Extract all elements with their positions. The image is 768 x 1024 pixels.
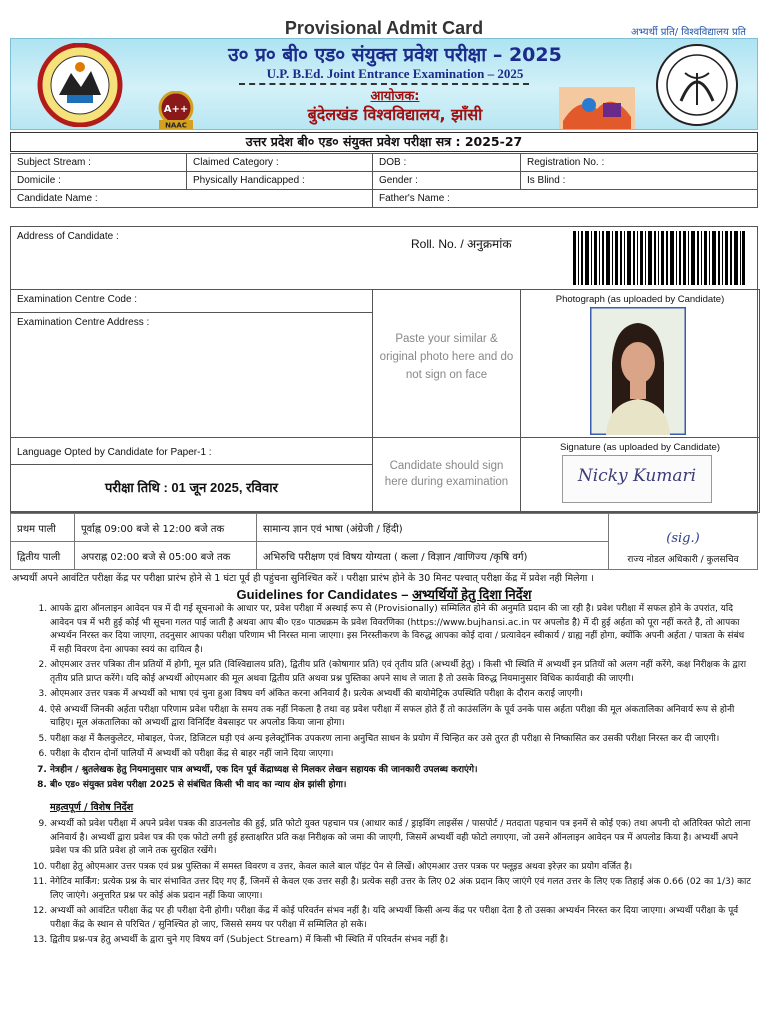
guideline-item: 8. बी० एड० संयुक्त प्रवेश परीक्षा 2025 से संबंधित किसी भी वाद का न्याय क्षेत्र झांसी होगा। [50,779,752,793]
exam-centre-address-field: Examination Centre Address : [10,312,373,438]
authority-label: राज्य नोडल अधिकारी / कुलसचिव [627,555,739,565]
paste-photo-box: Paste your similar & original photo here and do not sign on face [372,289,521,438]
shift-name: प्रथम पाली [11,514,75,542]
candidate-photo [590,307,686,435]
candidate-details-table [10,153,758,208]
reporting-time-note: अभ्यर्थी अपने आवंटित परीक्षा केंद्र पर परीक्षा प्रारंभ होने से 1 घंटा पूर्व ही पहुंचना सुनिश्चित करें । परीक्षा प्रारंभ होने के 30 मिनट पश्चात् परीक्षा केंद्र में प्रवेश नही मिलेगा । [12,573,595,584]
shift-time: अपराह्न 02:00 बजे से 05:00 बजे तक [75,542,257,570]
shift-schedule-table [10,513,758,570]
roll-no-label: Roll. No. / अनुक्रमांक [411,237,512,251]
centre-photo-section [10,226,758,512]
guideline-item: 11. नेगेटिव मार्किंग: प्रत्येक प्रश्न के चार संभावित उत्तर दिए गए हैं, जिनमें से केवल एक उत्तर सही है। प्रत्येक सही उत्तर के लिए 02 अंक प्रदान किए जाएंगे एवं गलत उत्तर के लिए एक तिहाई अंक 0.66 (02 का 1/3) काट लिए जाएंगे। अनुत्तरित प्रश्न पर कोई अंक प्रदान नहीं किया जाएगा। [50,876,752,903]
guideline-item: 12. अभ्यर्थी को आवंटित परीक्षा केंद्र पर ही परीक्षा देनी होगी। परीक्षा केंद्र में कोई परिवर्तन संभव नहीं है। यदि अभ्यर्थी किसी अन्य केंद्र पर परीक्षा देता है तो उसका अभ्यर्थन निरस्त कर दिया जाएगा। अभ्यर्थी परीक्षा के पूर्व परीक्षा केंद्र के स्थान से परिचित / सुनिश्चित हो जाए, जिससे समय पर परीक्षा में सम्मिलित हो सके। [50,905,752,932]
guideline-item: 4. ऐसे अभ्यर्थी जिनकी अर्हता परीक्षा परिणाम प्रवेश परीक्षा के समय तक नहीं निकला है तथा वह प्रवेश परीक्षा में सफल होते हैं तो काउंसलिंग के पूर्व उनके पास अर्हता परीक्षा की मूल अंकतालिका अनिवार्य रूप से होनी चाहिए। मूल अंकतालिका को अभ्यर्थी द्वारा विनिर्दिष्ट वेबसाइट पर अपलोड किया जाना होगा। [50,704,752,731]
guideline-item: 10. परीक्षा हेतु ओएमआर उत्तर पत्रक एवं प्रश्न पुस्तिका में समस्त विवरण व उत्तर, केवल काले बाल पॉइंट पेन से लिखें। ओएमआर उत्तर पत्रक पर फ्लूइड अथवा इरेज़र का प्रयोग वर्जित है। [50,861,752,875]
banner-divider [239,83,529,85]
roll-number-barcode [573,231,745,285]
address-field: Address of Candidate : [17,231,119,242]
candidate-name-field: Candidate Name : [11,190,373,208]
fathers-name-field: Father's Name : [373,190,758,208]
guideline-item: 6. परीक्षा के दौरान दोनों पालियों में अभ्यर्थी को परीक्षा केंद्र से बाहर नहीं जाने दिया जाएगा। [50,748,752,762]
admit-card-title: Provisional Admit Card [284,18,484,38]
guideline-item: 7. नेत्रहीन / श्रुतलेखक हेतु नियमानुसार पात्र अभ्यर्थी, एक दिन पूर्व केंद्राध्यक्ष से मिलकर लेखन सहायक की जानकारी उपलब्ध कराएंगे। [50,764,752,778]
guidelines-list [22,603,752,950]
guideline-item: 3. ओएमआर उत्तर पत्रक में अभ्यर्थी को भाषा एवं चुना हुआ विषय वर्ग अंकित करना अनिवार्य है। प्रत्येक अभ्यर्थी की बायोमेट्रिक उपस्थिति परीक्षा के दौरान कराई जाएगी। [50,688,752,702]
language-paper1-field: Language Opted by Candidate for Paper-1 : [10,437,373,465]
exam-date: परीक्षा तिथि : 01 जून 2025, रविवार [10,464,373,513]
domicile-field: Domicile : [11,172,187,190]
subject-stream-field: Subject Stream : [11,154,187,172]
banner-english-title: U.P. B.Ed. Joint Entrance Examination – 2025 [266,66,524,81]
registration-no-field: Registration No. : [521,154,758,172]
is-blind-field: Is Blind : [521,172,758,190]
guideline-item: 1. आपके द्वारा ऑनलाइन आवेदन पत्र में दी गई सूचनाओ के आधार पर, प्रवेश परीक्षा में अस्थाई रूप से (Provisionally) सम्मिलित होने की अनुमति प्रदान की जा रही है। प्रवेश परीक्षा में सफल होने के उपरांत, यदि आवेदन पत्र में भरी हुई कोई भी सूचना गलत पाई जाती है अथवा आप बी० एड० पाठ्यक्रम के प्रवेश विवरणिका (https://www.bujhansi.ac.in पर अपलोड है) में दी हुई अर्हता को पूरा नहीं करते है, तो आपका अभ्यर्थन निरस्त कर दिया जाएगा, तदनुसार आपका परीक्षा परिणाम भी निरस्त माना जाएगा। इस निरस्तीकरण के विरुद्ध आपका कोई दावा / प्रत्यावेदन स्वीकार्य / ग्राह्य नहीं होगा, क्योंकि अपनी अर्हता / पात्रता के संबंध में सही विवरण देना आपका स्वयं का दायित्व है। [50,603,752,657]
important-instructions-heading: महत्वपूर्ण / विशेष निर्देश [50,801,134,813]
svg-text:A++: A++ [163,104,189,115]
guideline-item: 2. ओएमआर उत्तर पत्रिका तीन प्रतियों में होगी, मूल प्रति (विश्विद्यालय प्रति), द्वितीय प्रति (कोषागार प्रति) एवं तृतीय प्रति (अभ्यर्थी हेतु) । किसी भी स्थिति में अभ्यर्थी इन प्रतियों को अलग नहीं करेंगे, कक्ष निरीक्षक के द्वारा तृतीय प्रति प्राप्त करेंगे। यदि कोई अभ्यर्थी ओएमआर की मूल अथवा द्वितीय प्रति अथवा प्रश्न पुस्तिका अपने साथ ले जाता है तो उसके विरुद्ध नियमानुसार विधिक कार्यवाही की जाएगी। [50,659,752,686]
gender-field: Gender : [373,172,521,190]
guidelines-heading-hi: अभ्यर्थियों हेतु दिशा निर्देश [412,587,532,602]
banner-hindi-title: उ० प्र० बी० एड० संयुक्त प्रवेश परीक्षा – 2025 [228,44,562,66]
candidate-signature: Nicky Kumari [562,455,712,503]
authority-signature: (sig.) [666,531,700,546]
photo-caption: Photograph (as uploaded by Candidate) [555,294,725,305]
svg-text:NAAC: NAAC [165,121,187,129]
copy-label: अभ्यर्थी प्रति/ विश्वविद्यालय प्रति [630,27,746,38]
guideline-item: 5. परीक्षा कक्ष में कैलकुलेटर, मोबाइल, पेजर, डिजिटल घड़ी एवं अन्य इलेक्ट्रॉनिक उपकरण लाना अनुचित साधन के प्रयोग में चिन्हित कर उसे तुरत ही परीक्षा से निष्कासित कर उसकी परीक्षा निरस्त कर दी जाएगी। [50,733,752,747]
authority-cell [609,514,758,570]
university-name: बुंदेलखंड विश्वविद्यालय, झाँसी [307,105,483,124]
signature-caption: Signature (as uploaded by Candidate) [559,442,721,453]
guidelines-heading [0,585,768,603]
physically-handicapped-field: Physically Handicapped : [187,172,373,190]
guidelines-heading-en: Guidelines for Candidates – [236,587,413,602]
guideline-item: 9. अभ्यर्थी को प्रवेश परीक्षा में अपने प्रवेश पत्रक की डाउनलोड की हुई, प्रति फोटो युक्त पहचान पत्र (आधार कार्ड / ड्राइविंग लाइसेंस / पासपोर्ट / मतदाता पहचान पत्र इनमें से कोई एक) तथा अपनी दो अतिरिक्त फोटो लाना अनिवार्य है। अभ्यर्थी द्वारा प्रवेश पत्र की एक फोटो लगी हुई हस्ताक्षरित प्रति कक्ष निरीक्षक को जमा की जाएगी, जिसमें अभ्यर्थी वही फोटो लगाएगा, जो उसने ऑनलाइन आवेदन पत्र में अपलोड किया है। अभ्यर्थी अपने प्रवेश पत्र की प्रति प्रवेश हो जाने तक सुरक्षित रखेंगे। [50,818,752,859]
shift-time: पूर्वाह्न 09:00 बजे से 12:00 बजे तक [75,514,257,542]
dob-field: DOB : [373,154,521,172]
shift-paper: अभिरुचि परीक्षण एवं विषय योग्यता ( कला / विज्ञान /वाणिज्य /कृषि वर्ग) [257,542,609,570]
exam-centre-code-field: Examination Centre Code : [10,289,373,313]
shift-paper: सामान्य ज्ञान एवं भाषा (अंग्रेजी / हिंदी) [257,514,609,542]
guideline-item: 13. द्वितीय प्रश्न-पत्र हेतु अभ्यर्थी के द्वारा चुने गए विषय वर्ग (Subject Stream) में किसी भी स्थिति में परिवर्तन संभव नहीं है। [50,934,752,948]
exam-banner [10,38,758,130]
sign-here-box: Candidate should sign here during examination [372,437,521,513]
claimed-category-field: Claimed Category : [187,154,373,172]
shift-name: द्वितीय पाली [11,542,75,570]
organiser-label: आयोजक: [370,89,420,104]
session-heading: उत्तर प्रदेश बी० एड० संयुक्त प्रवेश परीक्षा सत्र : 2025-27 [10,132,758,152]
